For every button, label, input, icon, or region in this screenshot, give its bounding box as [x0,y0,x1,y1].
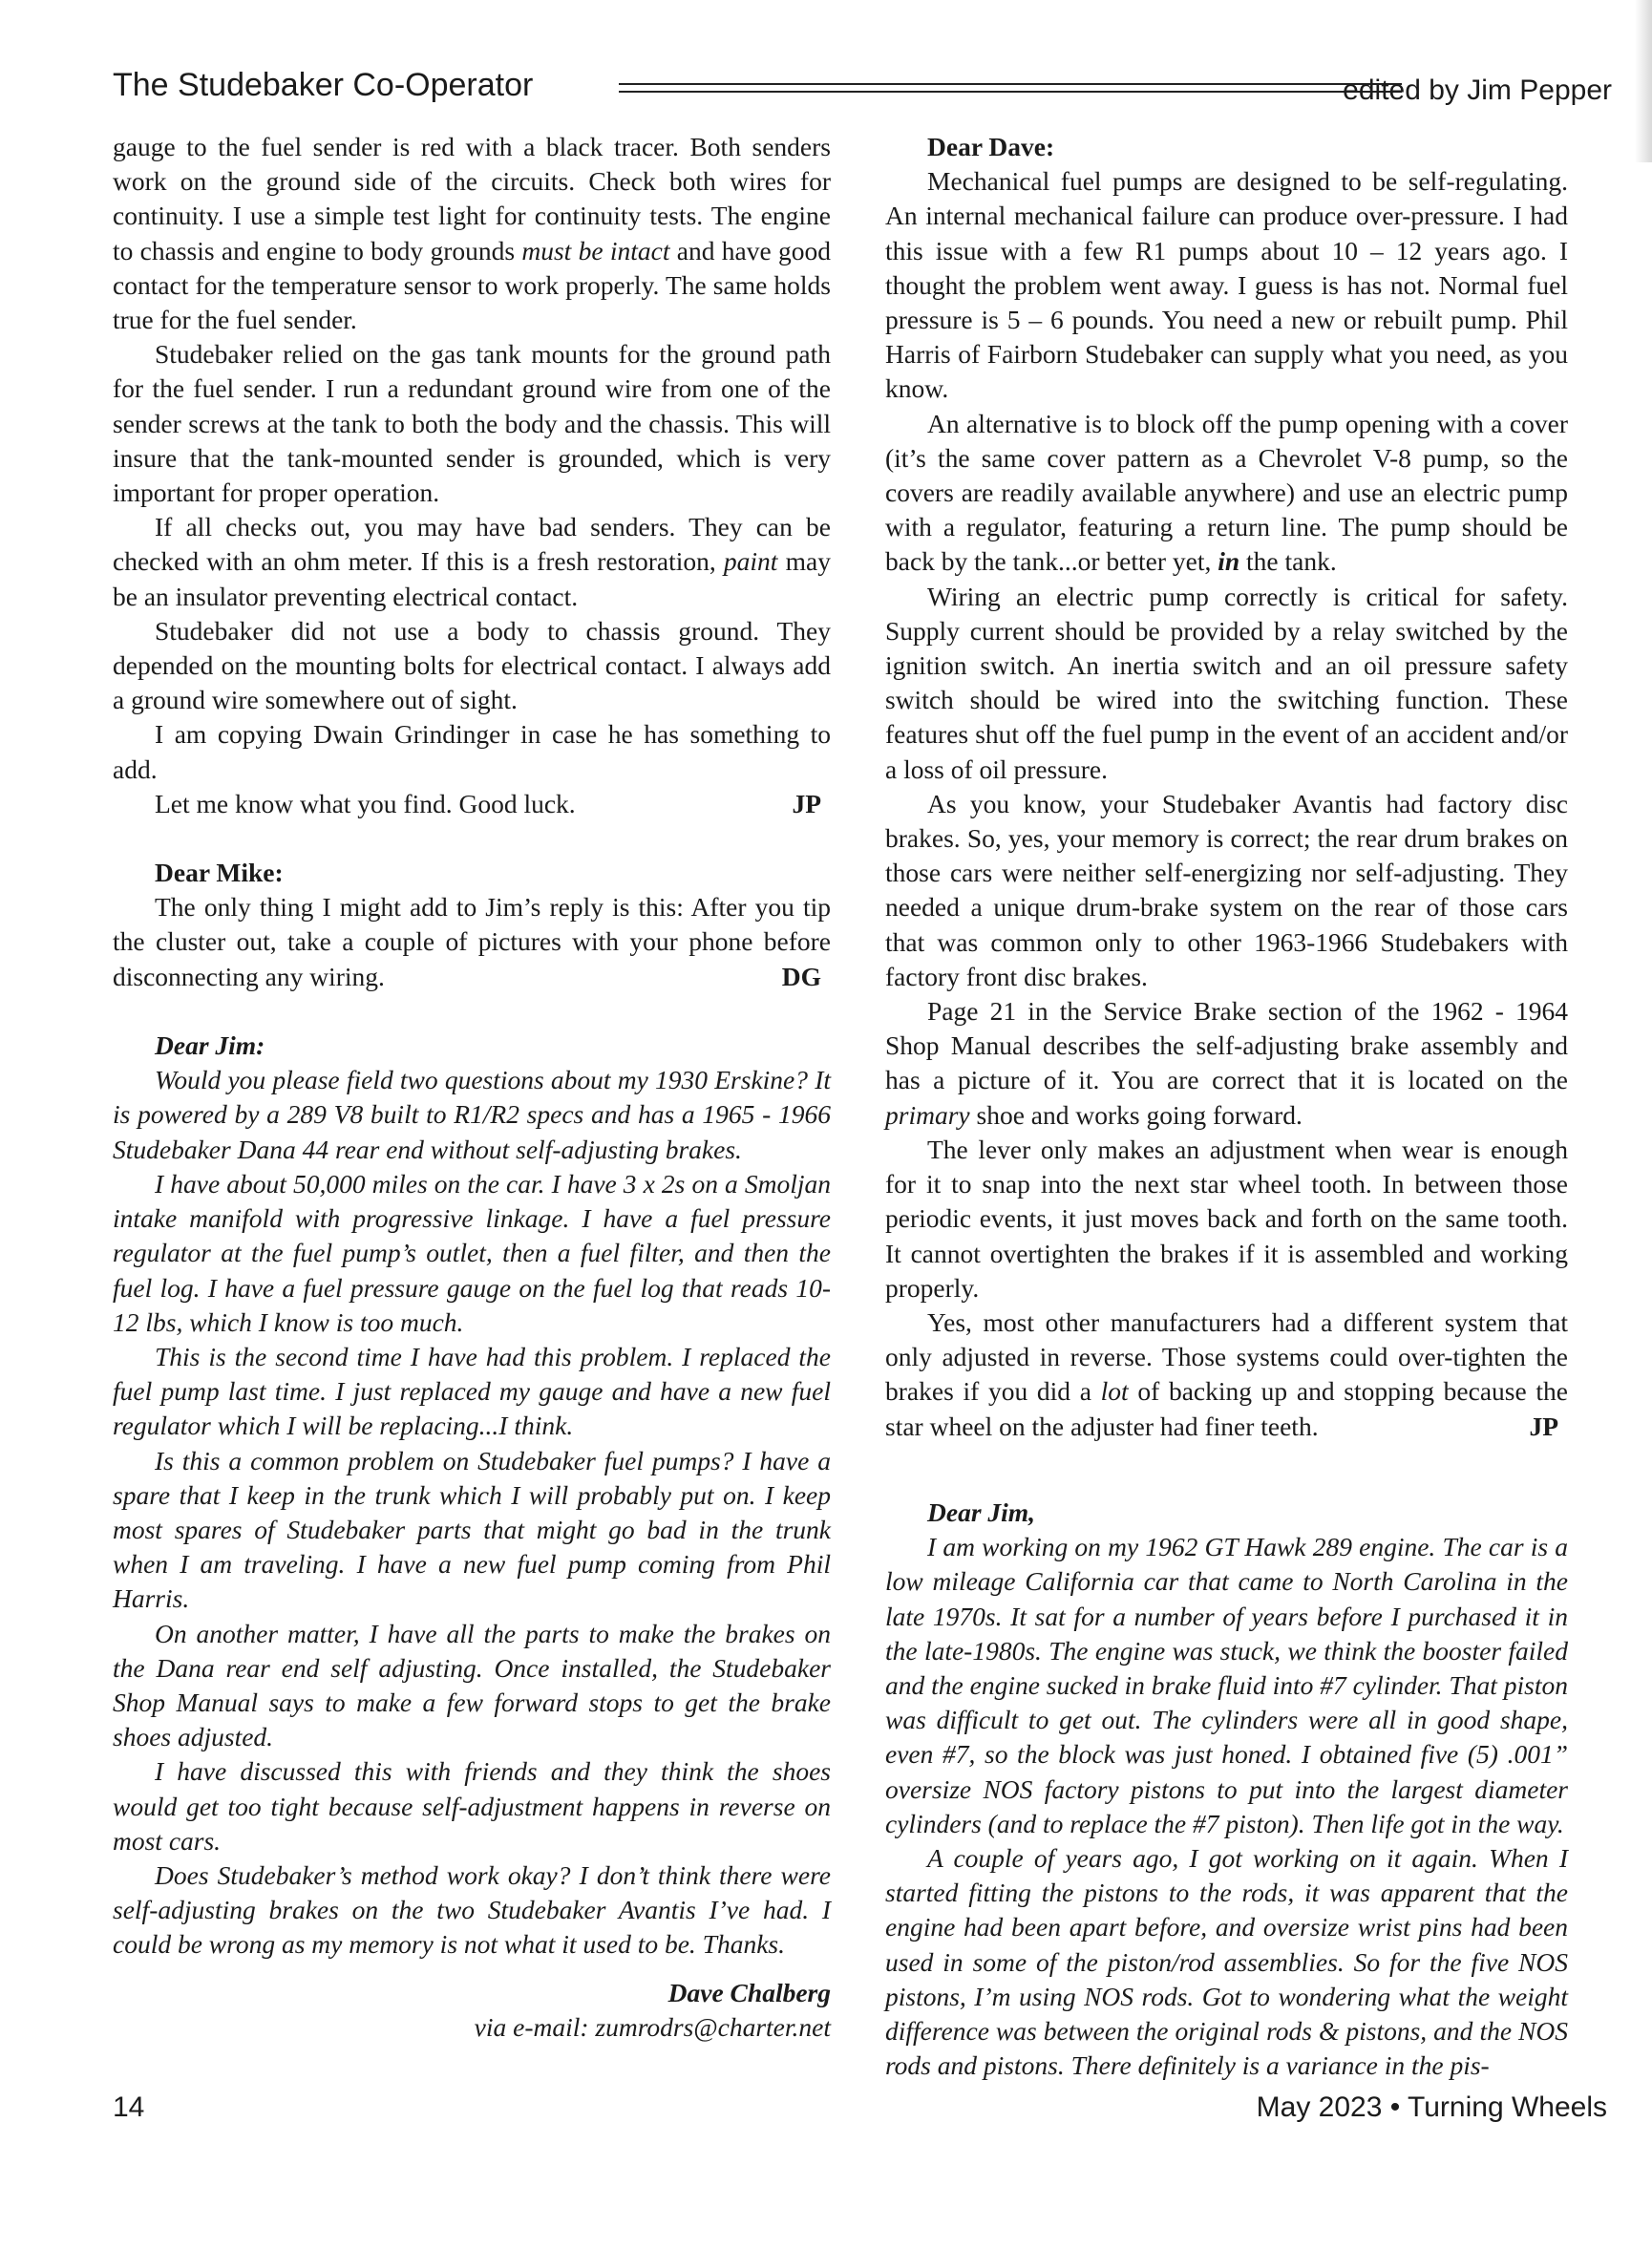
paragraph: Yes, most other manufacturers had a different system that only adjusted in reverse. Those systems could over-tighten the brakes if you did a lot of backing up and stopping because the star wheel on the adjuster had finer teeth. [885,1306,1568,1441]
letter-paragraph: On another matter, I have all the parts to make the brakes on the Dana rear end self adjusting. Once installed, the Studebaker Shop Manual says to make a few forward stops to get the brake shoes adjusted. [113,1618,831,1752]
paragraph: If all checks out, you may have bad senders. They can be checked with an ohm meter. If this is a fresh restoration, paint may be an insulator preventing electrical contact. [113,512,831,611]
signature-initials: DG [781,961,821,991]
salutation: Dear Mike: [155,858,284,888]
column-title: The Studebaker Co-Operator [113,67,534,103]
letter-author: Dave Chalberg [667,1977,831,2007]
paragraph: The lever only makes an adjustment when wear is enough for it to snap into the next star wheel tooth. In between those periodic events, it just moves back and forth on the same tooth. It cannot overtighten the brakes if it is assembled and working properly. [885,1134,1568,1303]
salutation: Dear Dave: [927,132,1055,161]
letter-paragraph: I have discussed this with friends and they think the shoes would get too tight because self-adjustment happens in reverse on most cars. [113,1756,831,1856]
left-column [113,130,831,2045]
signature-initials: JP [1529,1411,1558,1441]
letter-paragraph: I am working on my 1962 GT Hawk 289 engine. The car is a low mileage California car that came to North Carolina in the late 1970s. It sat for a number of years before I purchased it in the late-1980s. The engine was stuck, we think the booster failed and the engine sucked in brake fluid into #7 cylinder. That piston was difficult to get out. The cylinders were all in good shape, even #7, so the block was just honed. I obtained five (5) .001” oversize NOS factory pistons to put into the largest diameter cylinders (and to replace the #7 piston). Then life got in the way. [885,1532,1568,1838]
editor-credit: edited by Jim Pepper [1343,74,1612,106]
paragraph: Page 21 in the Service Brake section of the 1962 - 1964 Shop Manual describes the self-adjusting brake assembly and has a picture of it. You are correct that it is located on the primary shoe and works going forward. [885,996,1568,1130]
letter-paragraph: A couple of years ago, I got working on it again. When I started fitting the pistons to the rods, it was apparent that the engine had been apart before, and oversize wrist pins had been used in some of the piston/rod assemblies. So for the five NOS pistons, I’m using NOS rods. Got to wondering what the weight difference was between the original rods & pistons, and the NOS rods and pistons. There definitely is a variance in the pis- [885,1842,1568,2081]
letter-paragraph: Would you please field two questions about my 1930 Erskine? It is powered by a 289 V8 built to R1/R2 specs and has a 1965 - 1966 Studebaker Dana 44 rear end without self-adjusting brakes. [113,1065,831,1164]
paragraph: Mechanical fuel pumps are designed to be self-regulating. An internal mechanical failure can produce over-pressure. I had this issue with a few R1 pumps about 10 – 12 years ago. I thought the problem went away. I guess is has not. Normal fuel pressure is 5 – 6 pounds. You need a new or rebuilt pump. Phil Harris of Fairborn Studebaker can supply what you need, as you know. [885,166,1568,404]
issue-label: May 2023 • Turning Wheels [1256,2091,1607,2123]
letter-paragraph: I have about 50,000 miles on the car. I have 3 x 2s on a Smoljan intake manifold with progressive linkage. I have a fuel pressure regulator at the fuel pump’s outlet, then a fuel filter, and then the fuel log. I have a fuel pressure gauge on the fuel log that reads 10-12 lbs, which I know is too much. [113,1168,831,1337]
letter-paragraph: Does Studebaker’s method work okay? I don’t think there were self-adjusting brakes on the two Studebaker Avantis I’ve had. I could be wrong as my memory is not what it used to be. Thanks. [113,1859,831,1960]
salutation: Dear Jim: [155,1030,265,1061]
page-number: 14 [113,2091,145,2123]
page-header [113,67,1612,113]
salutation: Dear Jim, [927,1496,1036,1527]
paragraph: Wiring an electric pump correctly is critical for safety. Supply current should be provided by a relay switched by the ignition switch. An inertia switch and an oil pressure safety switch should be wired into the switching function. These features shut off the fuel pump in the event of an accident and/or a loss of oil pressure. [885,581,1568,784]
page-edge-shadow [1635,0,1652,162]
paragraph: Studebaker did not use a body to chassis ground. They depended on the mounting bolts for electrical contact. I always add a ground wire somewhere out of sight. [113,615,831,715]
letter-paragraph: Is this a common problem on Studebaker fuel pumps? I have a spare that I keep in the trunk which I will probably put on. I keep most spares of Studebaker parts that might go bad in the trunk when I am traveling. I have a new fuel pump coming from Phil Harris. [113,1445,831,1614]
paragraph: I am copying Dwain Grindinger in case he has something to add. [113,719,831,784]
paragraph: As you know, your Studebaker Avantis had factory disc brakes. So, yes, your memory is correct; the rear drum brakes on those cars were neither self-energizing nor self-adjusting. They needed a unique drum-brake system on the rear of those cars that was common only to other 1963-1966 Studebakers with factory front disc brakes. [885,788,1568,991]
closing-line: Let me know what you find. Good luck. JP [113,787,831,821]
paragraph: gauge to the fuel sender is red with a black tracer. Both senders work on the ground side of the circuits. Check both wires for continuity. I use a simple test light for continuity tests. The engine to chassis and engine to body grounds must be intact and have good contact for the temperature sensor to work properly. The same holds true for the fuel sender. [113,132,831,335]
paragraph: An alternative is to block off the pump opening with a cover (it’s the same cover pattern as a Chevrolet V-8 pump, so the covers are readily available anywhere) and use an electric pump with a regulator, featuring a return line. The pump should be back by the tank...or better yet, in the tank. [885,408,1568,577]
header-rule [619,83,1402,93]
paragraph: Studebaker relied on the gas tank mounts for the ground path for the fuel sender. I run a redundant ground wire from one of the sender screws at the tank to both the body and the chassis. This will insure that the tank-mounted sender is grounded, which is very important for proper operation. [113,339,831,508]
right-column [885,130,1568,2083]
letter-paragraph: This is the second time I have had this problem. I replaced the fuel pump last time. I just replaced my gauge and have a new fuel regulator which I will be replacing...I think. [113,1341,831,1441]
signature-initials: JP [792,788,821,818]
paragraph: The only thing I might add to Jim’s reply is this: After you tip the cluster out, take a couple of pictures with your phone before disconnecting any wiring. [113,892,831,991]
author-email: via e-mail: zumrodrs@charter.net [474,2011,831,2042]
